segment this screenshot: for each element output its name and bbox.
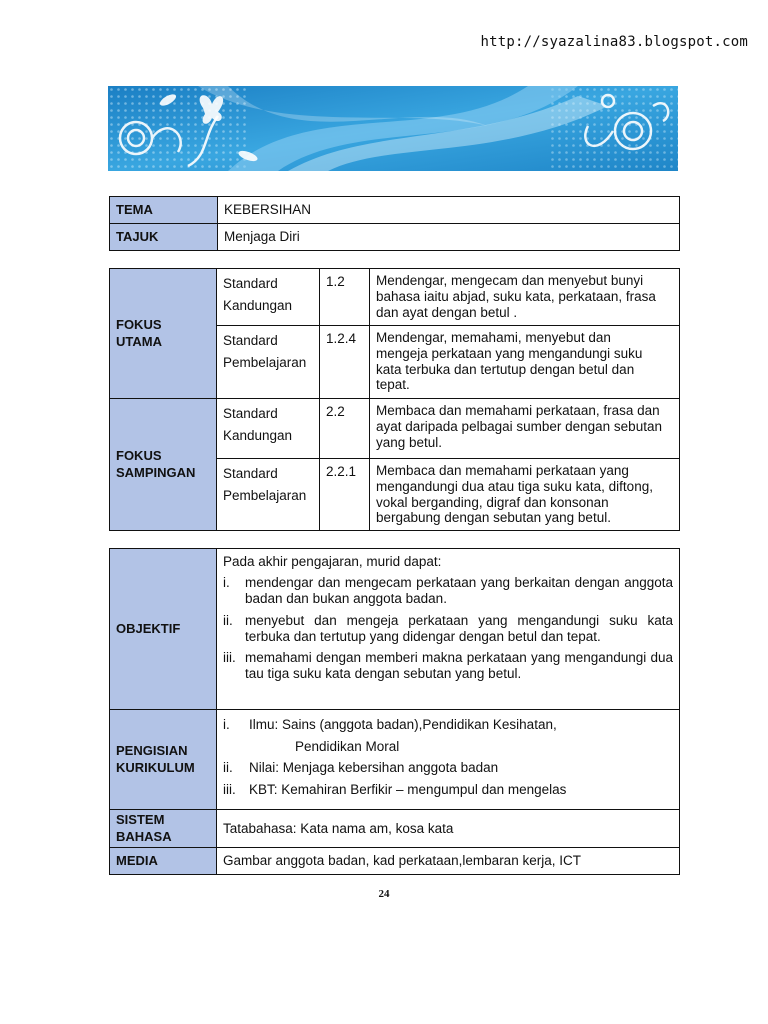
tajuk-row <box>110 224 680 251</box>
standard-description: Membaca dan memahami perkataan yang mengandungi dua atau tiga suku kata, diftong, vokal berganding, digraf dan konsonan bergabung dengan sebutan yang betul. <box>370 459 680 531</box>
header-banner <box>108 86 678 171</box>
standard-code: 1.2.4 <box>320 326 370 399</box>
standard-code: 1.2 <box>320 269 370 326</box>
fokus-row <box>110 269 680 326</box>
pengisian-item: iii. KBT: Kemahiran Berfikir – mengumpul dan mengelas <box>223 781 567 797</box>
objektif-label: OBJEKTIF <box>110 549 217 710</box>
objektif-content <box>217 549 680 710</box>
fokus-table <box>109 268 680 531</box>
pengisian-content <box>217 710 680 810</box>
objektif-row <box>110 549 680 710</box>
sistem-value: Tatabahasa: Kata nama am, kosa kata <box>217 810 680 848</box>
standard-description: Membaca dan memahami perkataan, frasa dan ayat daripada pelbagai sumber dengan sebutan yang betul. <box>370 399 680 459</box>
page-number: 24 <box>378 888 390 900</box>
standard-label: Standard Kandungan <box>217 269 320 326</box>
sistem-row <box>110 810 680 848</box>
banner-artwork <box>108 86 678 171</box>
standard-label: Standard Pembelajaran <box>217 326 320 399</box>
standard-label: Standard Kandungan <box>217 399 320 459</box>
theme-table <box>109 196 680 251</box>
pengisian-item: i. Ilmu: Sains (anggota badan),Pendidikan Kesihatan, <box>223 717 557 732</box>
tema-value: KEBERSIHAN <box>218 197 680 224</box>
objektif-intro: Pada akhir pengajaran, murid dapat: <box>223 554 442 569</box>
standard-description: Mendengar, mengecam dan menyebut bunyi bahasa iaitu abjad, suku kata, perkataan, frasa dan ayat dengan betul . <box>370 269 680 326</box>
fokus-sampingan-label: FOKUS SAMPINGAN <box>110 399 217 531</box>
objektif-item: i. mendengar dan mengecam perkataan yang berkaitan dengan anggota badan dan bukan anggota badan. <box>223 575 673 607</box>
source-url: http://syazalina83.blogspot.com <box>480 34 748 50</box>
objektif-item: iii. memahami dengan memberi makna perkataan yang mengandungi dua tau tiga suku kata dengan sebutan yang betul. <box>223 650 673 682</box>
objektif-item: ii. menyebut dan mengeja perkataan yang mengandungi suku kata terbuka dan tertutup yang didengar dengan betul dan tepat. <box>223 612 673 644</box>
standard-description: Mendengar, memahami, menyebut dan mengeja perkataan yang mengandungi suku kata terbuka dan tertutup dengan betul dan tepat. <box>370 326 680 399</box>
tajuk-value: Menjaga Diri <box>218 224 680 251</box>
media-row <box>110 848 680 875</box>
pengisian-item: ii. Nilai: Menjaga kebersihan anggota badan <box>223 760 499 776</box>
pengisian-item-continued: Pendidikan Moral <box>295 738 400 754</box>
standard-code: 2.2 <box>320 399 370 459</box>
pengisian-label: PENGISIAN KURIKULUM <box>110 710 217 810</box>
fokus-utama-label: FOKUS UTAMA <box>110 269 217 399</box>
tema-label: TEMA <box>110 197 218 224</box>
standard-label: Standard Pembelajaran <box>217 459 320 531</box>
media-value: Gambar anggota badan, kad perkataan,lembaran kerja, ICT <box>217 848 680 875</box>
objektif-table <box>109 548 680 875</box>
tajuk-label: TAJUK <box>110 224 218 251</box>
tema-row <box>110 197 680 224</box>
sistem-label: SISTEM BAHASA <box>110 810 217 848</box>
pengisian-row <box>110 710 680 810</box>
standard-code: 2.2.1 <box>320 459 370 531</box>
fokus-row <box>110 399 680 459</box>
media-label: MEDIA <box>110 848 217 875</box>
